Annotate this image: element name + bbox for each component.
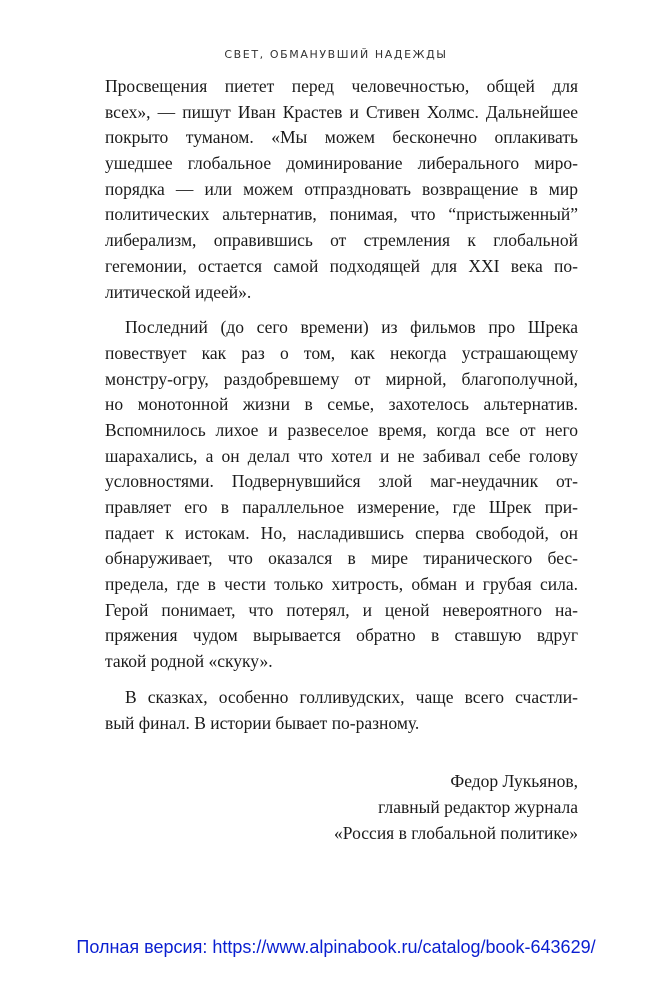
text-line: гегемонии, остается самой подходящей для XXI века по- [105, 255, 578, 276]
text-line: покрыто туманом. «Мы можем бесконечно оплакивать [105, 127, 578, 148]
text-line: либерализм, оправившись от стремления к глобальной [105, 230, 578, 251]
signature-block [105, 769, 578, 846]
paragraph-3 [105, 685, 578, 736]
author-position: главный редактор журнала [378, 796, 578, 817]
text-line: Вспомнилось лихое и развеселое время, когда все от него [105, 419, 578, 440]
text-line: правляет его в параллельное измерение, где Шрек при- [105, 497, 578, 517]
text-line: условностями. Подвернувшийся злой маг-неудачник от- [105, 471, 578, 492]
text-line: Последний (до сего времени) из фильмов про Шрека [125, 317, 578, 338]
author-name: Федор Лукьянов, [450, 771, 578, 792]
paragraph-2 [105, 315, 578, 675]
text-line: всех», — пишут Иван Крастев и Стивен Холмс. Дальнейшее [105, 101, 578, 122]
text-line: шарахались, а он делал что хотел и не забивал себе голову [105, 445, 578, 466]
text-line: порядка — или можем отпраздновать возвращение в мир [105, 178, 578, 199]
text-line: предела, где в чести только хитрость, обман и грубая сила. [105, 574, 578, 595]
text-line: Герой понимает, что потерял, и ценой невероятного на- [105, 599, 578, 620]
text-line: Просвещения пиетет перед человечностью, общей для [105, 76, 578, 96]
text-line: такой родной «скуку». [105, 651, 273, 672]
text-line: литической идеей». [105, 281, 252, 302]
full-version-link[interactable]: Полная версия: https://www.alpinabook.ru/catalog/book-643629/ [76, 937, 596, 957]
publication-name: «Россия в глобальной политике» [334, 822, 578, 843]
text-line: политических альтернатив, понимая, что “пристыженный” [105, 204, 578, 225]
text-line: вый финал. В истории бывает по-разному. [105, 712, 420, 733]
paragraph-1 [105, 74, 578, 305]
text-line: пряжения чудом вырывается обратно в ставшую вдруг [105, 625, 578, 646]
text-line: обнаруживает, что оказался в мире тиранического бес- [105, 548, 578, 569]
text-line: падает к истокам. Но, насладившись сперва свободой, он [105, 522, 578, 543]
text-line: ушедшее глобальное доминирование либерального миро- [105, 153, 578, 174]
text-line: В сказках, особенно голливудских, чаще всего счастли- [125, 686, 578, 707]
main-text [105, 74, 578, 846]
text-line: но монотонной жизни в семье, захотелось альтернатив. [105, 394, 578, 415]
text-line: монстру-огру, раздобревшему от мирной, благополучной, [105, 368, 578, 389]
running-header: СВЕТ, ОБМАНУВШИЙ НАДЕЖДЫ [224, 48, 448, 61]
text-line: повествует как раз о том, как некогда устрашающему [105, 342, 578, 363]
